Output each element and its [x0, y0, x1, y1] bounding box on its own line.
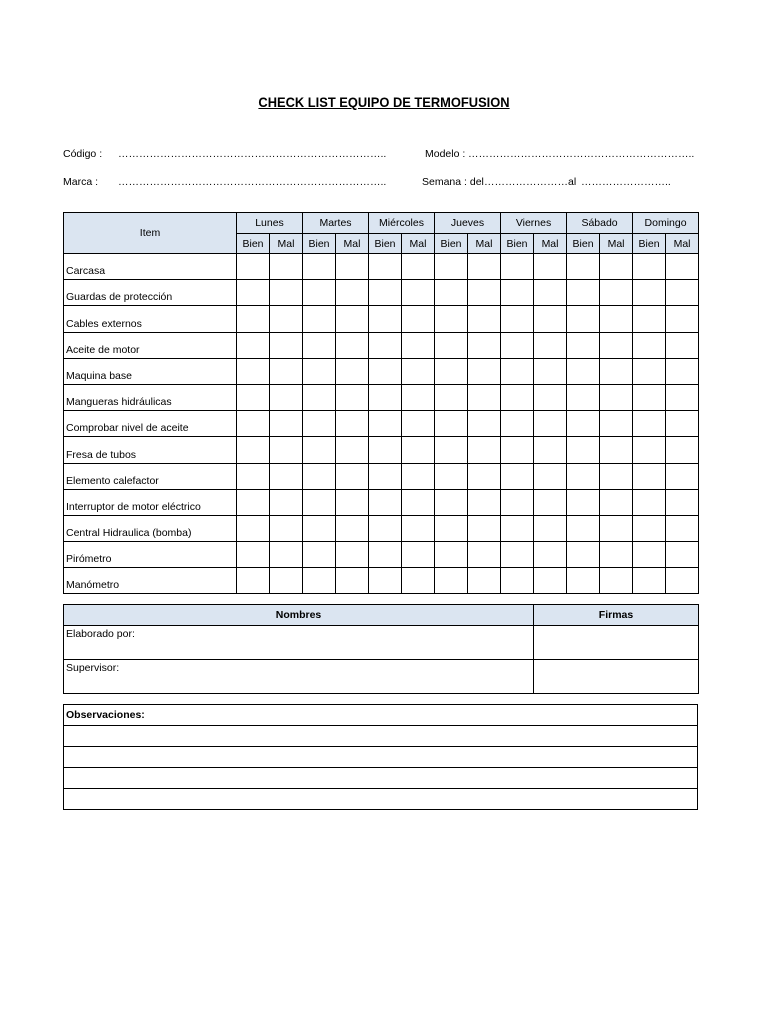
bien-cell[interactable]	[633, 542, 666, 568]
bien-header: Bien	[633, 234, 666, 254]
bien-cell[interactable]	[369, 358, 402, 384]
mal-cell[interactable]	[600, 542, 633, 568]
mal-cell[interactable]	[534, 568, 567, 594]
bien-cell[interactable]	[237, 568, 270, 594]
marca-label: Marca :	[63, 176, 99, 188]
semana-al-field[interactable]: ……………………..	[581, 176, 671, 188]
bien-cell[interactable]	[633, 358, 666, 384]
bien-cell[interactable]	[501, 411, 534, 437]
firmas-header: Firmas	[534, 605, 699, 626]
observations-header: Observaciones:	[64, 705, 698, 726]
bien-cell[interactable]	[501, 332, 534, 358]
mal-cell[interactable]	[336, 463, 369, 489]
mal-cell[interactable]	[600, 358, 633, 384]
mal-cell[interactable]	[534, 542, 567, 568]
bien-cell[interactable]	[567, 463, 600, 489]
mal-cell[interactable]	[468, 384, 501, 410]
bien-cell[interactable]	[303, 437, 336, 463]
semana-label: Semana : del	[422, 176, 484, 188]
bien-cell[interactable]	[237, 358, 270, 384]
bien-cell[interactable]	[501, 358, 534, 384]
bien-cell[interactable]	[567, 515, 600, 541]
mal-cell[interactable]	[270, 384, 303, 410]
mal-cell[interactable]	[468, 463, 501, 489]
mal-header: Mal	[270, 234, 303, 254]
codigo-label: Código :	[63, 148, 103, 160]
bien-cell[interactable]	[369, 437, 402, 463]
mal-cell[interactable]	[600, 568, 633, 594]
mal-cell[interactable]	[402, 358, 435, 384]
bien-header: Bien	[501, 234, 534, 254]
mal-cell[interactable]	[270, 542, 303, 568]
bien-cell[interactable]	[237, 437, 270, 463]
bien-cell[interactable]	[303, 254, 336, 280]
bien-cell[interactable]	[501, 489, 534, 515]
bien-cell[interactable]	[633, 280, 666, 306]
mal-cell[interactable]	[468, 306, 501, 332]
bien-cell[interactable]	[567, 411, 600, 437]
bien-cell[interactable]	[435, 568, 468, 594]
bien-cell[interactable]	[633, 463, 666, 489]
mal-cell[interactable]	[402, 515, 435, 541]
mal-cell[interactable]	[534, 463, 567, 489]
mal-cell[interactable]	[666, 542, 699, 568]
mal-cell[interactable]	[402, 568, 435, 594]
checklist-item-label: Interruptor de motor eléctrico	[64, 489, 237, 515]
mal-cell[interactable]	[270, 515, 303, 541]
bien-cell[interactable]	[303, 515, 336, 541]
bien-cell[interactable]	[237, 515, 270, 541]
bien-cell[interactable]	[237, 384, 270, 410]
bien-cell[interactable]	[237, 254, 270, 280]
day-header: Jueves	[435, 213, 501, 234]
mal-cell[interactable]	[336, 489, 369, 515]
modelo-field[interactable]: ………………………………………………………..	[468, 148, 695, 160]
mal-cell[interactable]	[402, 280, 435, 306]
bien-cell[interactable]	[303, 542, 336, 568]
bien-cell[interactable]	[435, 384, 468, 410]
mal-cell[interactable]	[402, 306, 435, 332]
bien-header: Bien	[303, 234, 336, 254]
mal-cell[interactable]	[402, 332, 435, 358]
mal-cell[interactable]	[468, 437, 501, 463]
mal-cell[interactable]	[402, 411, 435, 437]
checklist-item-label: Carcasa	[64, 254, 237, 280]
day-header: Viernes	[501, 213, 567, 234]
checklist-row	[64, 489, 699, 515]
mal-cell[interactable]	[600, 254, 633, 280]
day-header: Miércoles	[369, 213, 435, 234]
mal-cell[interactable]	[534, 332, 567, 358]
checklist-row	[64, 515, 699, 541]
mal-cell[interactable]	[600, 280, 633, 306]
mal-cell[interactable]	[336, 358, 369, 384]
mal-cell[interactable]	[600, 411, 633, 437]
bien-cell[interactable]	[567, 332, 600, 358]
checklist-row	[64, 280, 699, 306]
bien-cell[interactable]	[237, 489, 270, 515]
bien-cell[interactable]	[435, 332, 468, 358]
bien-cell[interactable]	[237, 306, 270, 332]
bien-cell[interactable]	[435, 489, 468, 515]
bien-cell[interactable]	[369, 411, 402, 437]
mal-header: Mal	[666, 234, 699, 254]
mal-cell[interactable]	[468, 358, 501, 384]
signature-row	[64, 660, 699, 694]
mal-cell[interactable]	[270, 332, 303, 358]
bien-cell[interactable]	[501, 515, 534, 541]
mal-cell[interactable]	[468, 332, 501, 358]
day-header: Martes	[303, 213, 369, 234]
bien-cell[interactable]	[369, 384, 402, 410]
mal-cell[interactable]	[270, 358, 303, 384]
observation-line[interactable]	[64, 747, 698, 768]
bien-cell[interactable]	[501, 542, 534, 568]
mal-cell[interactable]	[336, 515, 369, 541]
bien-cell[interactable]	[369, 515, 402, 541]
mal-cell[interactable]	[600, 437, 633, 463]
mal-cell[interactable]	[534, 489, 567, 515]
bien-cell[interactable]	[567, 254, 600, 280]
mal-cell[interactable]	[468, 542, 501, 568]
mal-cell[interactable]	[336, 280, 369, 306]
bien-cell[interactable]	[633, 384, 666, 410]
checklist-item-label: Manómetro	[64, 568, 237, 594]
bien-cell[interactable]	[369, 254, 402, 280]
bien-cell[interactable]	[435, 358, 468, 384]
checklist-item-label: Fresa de tubos	[64, 437, 237, 463]
bien-cell[interactable]	[501, 437, 534, 463]
mal-cell[interactable]	[468, 254, 501, 280]
mal-cell[interactable]	[336, 384, 369, 410]
mal-cell[interactable]	[270, 306, 303, 332]
bien-cell[interactable]	[303, 332, 336, 358]
bien-cell[interactable]	[633, 515, 666, 541]
bien-cell[interactable]	[501, 254, 534, 280]
mal-cell[interactable]	[600, 463, 633, 489]
mal-cell[interactable]	[468, 568, 501, 594]
mal-cell[interactable]	[270, 280, 303, 306]
mal-cell[interactable]	[600, 384, 633, 410]
mal-header: Mal	[468, 234, 501, 254]
mal-header: Mal	[402, 234, 435, 254]
mal-cell[interactable]	[666, 332, 699, 358]
mal-cell[interactable]	[336, 332, 369, 358]
mal-cell[interactable]	[534, 384, 567, 410]
bien-cell[interactable]	[501, 568, 534, 594]
observations-table	[63, 704, 698, 810]
bien-cell[interactable]	[567, 568, 600, 594]
document-title: CHECK LIST EQUIPO DE TERMOFUSION	[258, 94, 510, 110]
checklist-item-label: Guardas de protección	[64, 280, 237, 306]
mal-cell[interactable]	[666, 358, 699, 384]
bien-cell[interactable]	[237, 332, 270, 358]
bien-cell[interactable]	[567, 358, 600, 384]
mal-cell[interactable]	[666, 306, 699, 332]
bien-cell[interactable]	[567, 437, 600, 463]
bien-cell[interactable]	[633, 411, 666, 437]
mal-cell[interactable]	[402, 384, 435, 410]
bien-cell[interactable]	[567, 280, 600, 306]
bien-cell[interactable]	[369, 280, 402, 306]
mal-cell[interactable]	[534, 515, 567, 541]
mal-cell[interactable]	[666, 254, 699, 280]
bien-cell[interactable]	[369, 306, 402, 332]
codigo-field[interactable]: …………………………………………………………………..	[118, 148, 387, 160]
day-header: Sábado	[567, 213, 633, 234]
checklist-item-label: Maquina base	[64, 358, 237, 384]
bien-cell[interactable]	[237, 542, 270, 568]
mal-cell[interactable]	[468, 489, 501, 515]
bien-cell[interactable]	[435, 515, 468, 541]
mal-header: Mal	[534, 234, 567, 254]
mal-cell[interactable]	[336, 568, 369, 594]
bien-cell[interactable]	[501, 384, 534, 410]
bien-cell[interactable]	[435, 437, 468, 463]
mal-cell[interactable]	[666, 515, 699, 541]
bien-cell[interactable]	[633, 568, 666, 594]
mal-cell[interactable]	[666, 568, 699, 594]
mal-cell[interactable]	[336, 306, 369, 332]
mal-cell[interactable]	[534, 280, 567, 306]
signature-firma-field[interactable]	[534, 660, 699, 694]
bien-cell[interactable]	[303, 384, 336, 410]
signatures-table	[63, 604, 699, 694]
signature-name-field[interactable]: Elaborado por:	[64, 626, 534, 660]
signature-firma-field[interactable]	[534, 626, 699, 660]
checklist-row	[64, 542, 699, 568]
mal-cell[interactable]	[270, 411, 303, 437]
bien-cell[interactable]	[633, 437, 666, 463]
bien-cell[interactable]	[237, 411, 270, 437]
mal-cell[interactable]	[270, 489, 303, 515]
checklist-item-label: Central Hidraulica (bomba)	[64, 515, 237, 541]
signature-name-field[interactable]: Supervisor:	[64, 660, 534, 694]
checklist-item-label: Comprobar nivel de aceite	[64, 411, 237, 437]
bien-cell[interactable]	[633, 306, 666, 332]
bien-cell[interactable]	[435, 463, 468, 489]
mal-cell[interactable]	[270, 254, 303, 280]
checklist-item-label: Pirómetro	[64, 542, 237, 568]
bien-header: Bien	[435, 234, 468, 254]
mal-cell[interactable]	[534, 437, 567, 463]
mal-header: Mal	[336, 234, 369, 254]
mal-cell[interactable]	[270, 568, 303, 594]
semana-del-field[interactable]: ……………………	[484, 176, 568, 188]
mal-cell[interactable]	[468, 280, 501, 306]
bien-cell[interactable]	[303, 411, 336, 437]
mal-cell[interactable]	[666, 411, 699, 437]
bien-cell[interactable]	[567, 384, 600, 410]
mal-cell[interactable]	[402, 489, 435, 515]
mal-cell[interactable]	[270, 463, 303, 489]
checklist-row	[64, 411, 699, 437]
mal-cell[interactable]	[402, 437, 435, 463]
observation-line[interactable]	[64, 726, 698, 747]
mal-cell[interactable]	[600, 332, 633, 358]
mal-cell[interactable]	[666, 280, 699, 306]
bien-cell[interactable]	[435, 411, 468, 437]
bien-cell[interactable]	[633, 489, 666, 515]
checklist-row	[64, 358, 699, 384]
bien-header: Bien	[369, 234, 402, 254]
bien-cell[interactable]	[369, 568, 402, 594]
bien-cell[interactable]	[435, 254, 468, 280]
checklist-row	[64, 306, 699, 332]
bien-cell[interactable]	[435, 280, 468, 306]
mal-cell[interactable]	[336, 542, 369, 568]
checklist-item-label: Mangueras hidráulicas	[64, 384, 237, 410]
mal-cell[interactable]	[666, 384, 699, 410]
checklist-item-label: Cables externos	[64, 306, 237, 332]
bien-cell[interactable]	[237, 463, 270, 489]
marca-field[interactable]: …………………………………………………………………..	[118, 176, 387, 188]
observation-line[interactable]	[64, 768, 698, 789]
mal-cell[interactable]	[402, 254, 435, 280]
bien-cell[interactable]	[567, 306, 600, 332]
checklist-row	[64, 332, 699, 358]
bien-cell[interactable]	[303, 568, 336, 594]
bien-cell[interactable]	[369, 489, 402, 515]
checklist-row	[64, 463, 699, 489]
mal-cell[interactable]	[270, 437, 303, 463]
bien-cell[interactable]	[237, 280, 270, 306]
bien-cell[interactable]	[303, 358, 336, 384]
mal-cell[interactable]	[402, 463, 435, 489]
modelo-label: Modelo :	[425, 148, 466, 160]
mal-cell[interactable]	[336, 254, 369, 280]
mal-cell[interactable]	[534, 358, 567, 384]
bien-cell[interactable]	[435, 306, 468, 332]
observation-line[interactable]	[64, 789, 698, 810]
bien-cell[interactable]	[303, 489, 336, 515]
bien-cell[interactable]	[435, 542, 468, 568]
mal-cell[interactable]	[468, 411, 501, 437]
mal-cell[interactable]	[336, 437, 369, 463]
bien-header: Bien	[567, 234, 600, 254]
bien-cell[interactable]	[501, 306, 534, 332]
mal-cell[interactable]	[534, 306, 567, 332]
checklist-item-label: Aceite de motor	[64, 332, 237, 358]
bien-cell[interactable]	[369, 332, 402, 358]
mal-cell[interactable]	[600, 489, 633, 515]
day-header: Lunes	[237, 213, 303, 234]
mal-cell[interactable]	[666, 489, 699, 515]
checklist-row	[64, 568, 699, 594]
semana-al-label: al	[568, 176, 577, 188]
bien-cell[interactable]	[633, 332, 666, 358]
checklist-row	[64, 384, 699, 410]
mal-cell[interactable]	[402, 542, 435, 568]
mal-cell[interactable]	[534, 411, 567, 437]
checklist-row	[64, 254, 699, 280]
mal-header: Mal	[600, 234, 633, 254]
mal-cell[interactable]	[336, 411, 369, 437]
mal-cell[interactable]	[600, 515, 633, 541]
mal-cell[interactable]	[468, 515, 501, 541]
bien-cell[interactable]	[303, 306, 336, 332]
day-header: Domingo	[633, 213, 699, 234]
bien-cell[interactable]	[633, 254, 666, 280]
mal-cell[interactable]	[534, 254, 567, 280]
bien-cell[interactable]	[501, 280, 534, 306]
checklist-table	[63, 212, 699, 594]
signature-row	[64, 626, 699, 660]
item-header: Item	[64, 213, 237, 254]
checklist-item-label: Elemento calefactor	[64, 463, 237, 489]
bien-cell[interactable]	[369, 542, 402, 568]
bien-cell[interactable]	[567, 542, 600, 568]
bien-cell[interactable]	[303, 463, 336, 489]
mal-cell[interactable]	[600, 306, 633, 332]
mal-cell[interactable]	[666, 463, 699, 489]
mal-cell[interactable]	[666, 437, 699, 463]
bien-cell[interactable]	[303, 280, 336, 306]
bien-cell[interactable]	[567, 489, 600, 515]
nombres-header: Nombres	[64, 605, 534, 626]
bien-cell[interactable]	[501, 463, 534, 489]
bien-header: Bien	[237, 234, 270, 254]
checklist-row	[64, 437, 699, 463]
bien-cell[interactable]	[369, 463, 402, 489]
